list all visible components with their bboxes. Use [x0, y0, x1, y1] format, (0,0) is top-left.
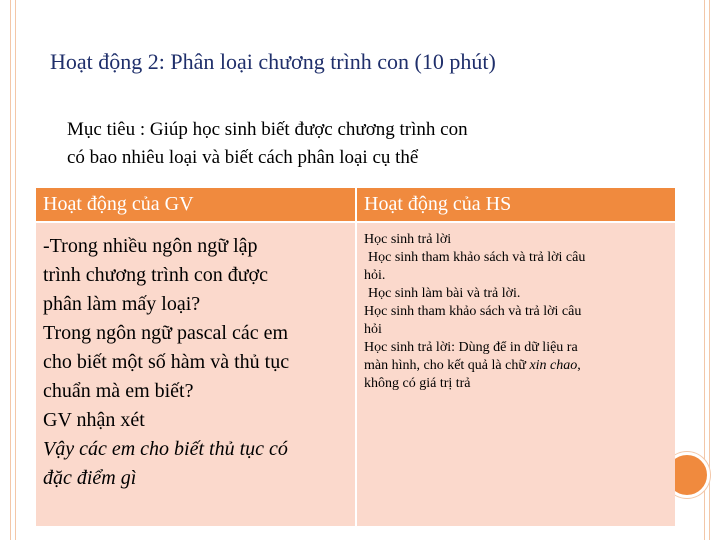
objective-text	[67, 116, 627, 172]
hs-line: Học sinh tham khảo sách và trả lời câu	[368, 250, 586, 265]
gv-line: phân làm mấy loại?	[43, 293, 201, 315]
slide-title: Hoạt động 2: Phân loại chương trình con (10 phút)	[50, 49, 496, 74]
gv-line: Trong ngôn ngữ pascal các em	[43, 322, 289, 344]
hs-line: Học sinh tham khảo sách và trả lời câu	[364, 304, 582, 319]
header-student-activity: Hoạt động của HS	[356, 188, 675, 222]
left-frame-border	[10, 0, 16, 540]
gv-line: cho biết một số hàm và thủ tục	[43, 351, 290, 373]
hs-line	[364, 357, 670, 375]
gv-line: đặc điểm gì	[43, 467, 137, 489]
gv-line: -Trong nhiều ngôn ngữ lập	[43, 235, 258, 257]
activity-table	[36, 188, 675, 526]
right-frame-border	[704, 0, 710, 540]
objective-line: Mục tiêu : Giúp học sinh biết được chương trình con	[67, 119, 468, 140]
hs-text-part: màn hình, cho kết quả là chữ	[364, 358, 530, 373]
student-activity-cell	[356, 222, 675, 526]
header-teacher-activity: Hoạt động của GV	[36, 188, 356, 222]
gv-line: chuẩn mà em biết?	[43, 380, 194, 402]
table-row	[36, 222, 675, 526]
hs-line: Học sinh trả lời	[364, 232, 452, 247]
gv-line: trình chương trình con được	[43, 264, 269, 286]
hs-italic-term: xin chao	[529, 358, 578, 373]
hs-line: Học sinh làm bài và trả lời.	[368, 286, 521, 301]
hs-line: hỏi.	[364, 268, 386, 283]
gv-line: GV nhận xét	[43, 409, 145, 431]
gv-line: Vậy các em cho biết thủ tục có	[43, 438, 288, 460]
hs-punctuation: ,	[577, 358, 581, 373]
hs-line: Học sinh trả lời: Dùng để in dữ liệu ra	[364, 340, 578, 355]
table-header-row	[36, 188, 675, 222]
hs-line: không có giá trị trả	[364, 376, 471, 391]
objective-line: có bao nhiêu loại và biết cách phân loại cụ thể	[67, 147, 419, 168]
teacher-activity-cell	[36, 222, 356, 526]
hs-line: hỏi	[364, 322, 382, 337]
